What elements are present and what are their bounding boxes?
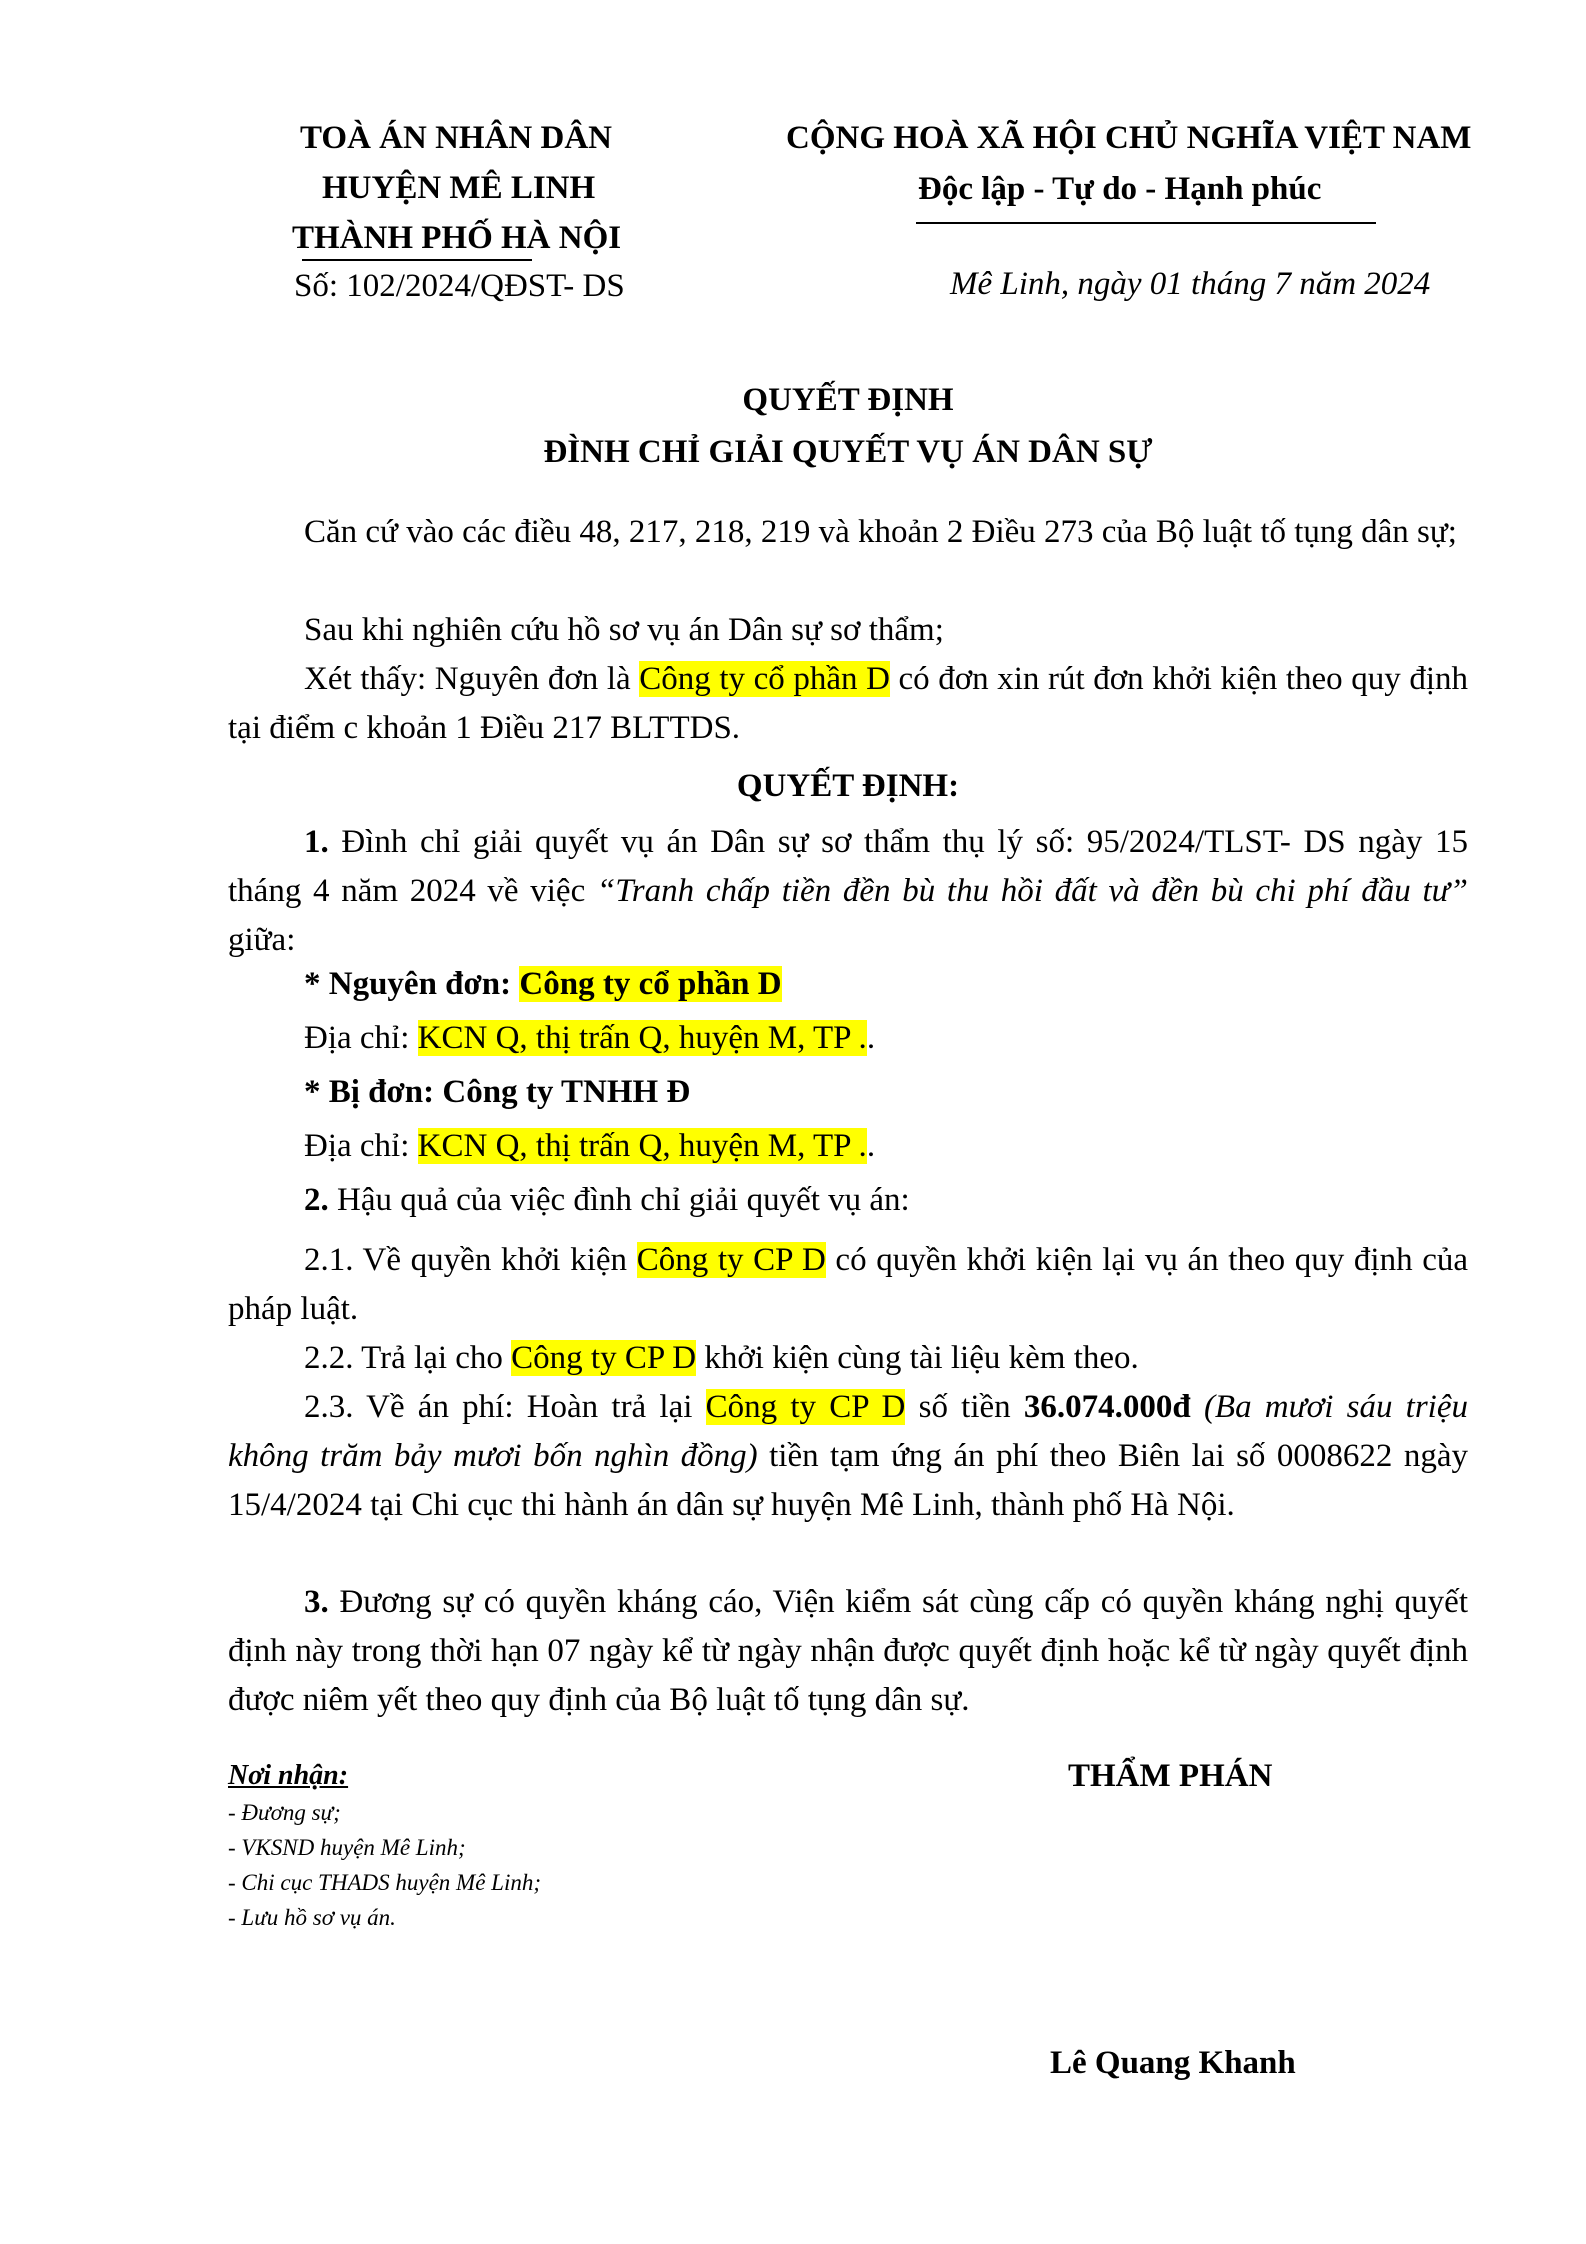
court-name-line2: HUYỆN MÊ LINH bbox=[322, 170, 596, 206]
refund-amount: 36.074.000đ bbox=[1023, 1389, 1191, 1425]
document-subtitle: ĐÌNH CHỈ GIẢI QUYẾT VỤ ÁN DÂN SỰ bbox=[543, 434, 1153, 470]
item-2-2 bbox=[228, 1334, 1468, 1383]
recipient-item: - VKSND huyện Mê Linh; bbox=[228, 1835, 466, 1860]
item-2-3-text: 2.3. Về án phí: Hoàn trả lại bbox=[304, 1389, 706, 1425]
item-1-text: Đình chỉ giải quyết vụ án Dân sự sơ thẩm thụ lý số: 95/2024/TLST- DS ngày 15 tháng 4 năm 2024 về việc bbox=[228, 824, 1468, 909]
document-title: QUYẾT ĐỊNH bbox=[742, 382, 954, 418]
plaintiff-name: Công ty cổ phần D bbox=[519, 966, 782, 1002]
item-3-text: Đương sự có quyền kháng cáo, Viện kiểm sát cùng cấp có quyền kháng nghị quyết định này trong thời hạn 07 ngày kể từ ngày nhận được quyết định hoặc kể từ ngày quyết định được niêm yết theo quy định của Bộ luật tố tụng dân sự. bbox=[228, 1584, 1468, 1718]
item-2-2-company: Công ty CP D bbox=[511, 1340, 697, 1376]
item-2-1 bbox=[228, 1236, 1468, 1334]
item-2-1-text: 2.1. Về quyền khởi kiện bbox=[304, 1242, 637, 1278]
defendant-address-label: Địa chỉ: bbox=[304, 1128, 418, 1164]
refund-amount-words: (Ba mươi sáu triệu không trăm bảy mươi bốn nghìn đồng) bbox=[228, 1389, 1469, 1474]
item-1-text-end: giữa: bbox=[228, 922, 296, 958]
item-2-1-text-end: có quyền khởi kiện lại vụ án theo quy định của pháp luật. bbox=[228, 1242, 1469, 1327]
defendant-line: * Bị đơn: Công ty TNHH Đ bbox=[304, 1074, 691, 1110]
recipient-item: - Đương sự; bbox=[228, 1800, 341, 1825]
document-number: Số: 102/2024/QĐST- DS bbox=[294, 268, 625, 304]
item-2-3-text-c: tiền tạm ứng án phí theo Biên lai số 0008622 ngày 15/4/2024 tại Chi cục thi hành án dân sự huyện Mê Linh, thành phố Hà Nội. bbox=[228, 1438, 1468, 1523]
defendant-address-value: KCN Q, thị trấn Q, huyện M, TP . bbox=[417, 1128, 867, 1164]
legal-basis-paragraph: Căn cứ vào các điều 48, 217, 218, 219 và khoản 2 Điều 273 của Bộ luật tố tụng dân sự; bbox=[304, 514, 1457, 550]
court-name-line3: THÀNH PHỐ HÀ NỘI bbox=[292, 220, 622, 256]
item-2-3-company: Công ty CP D bbox=[705, 1389, 906, 1425]
plaintiff-address-value: KCN Q, thị trấn Q, huyện M, TP . bbox=[417, 1020, 867, 1056]
item-3-number: 3. bbox=[304, 1584, 329, 1620]
header-divider-left bbox=[302, 259, 532, 261]
finding-text-after: có đơn xin rút đơn khởi kiện theo quy định tại điểm c khoản 1 Điều 217 BLTTDS. bbox=[228, 661, 1468, 746]
header-divider-right bbox=[916, 222, 1376, 224]
finding-paragraph bbox=[228, 655, 1468, 753]
item-2-2-text-end: khởi kiện cùng tài liệu kèm theo. bbox=[696, 1340, 1139, 1376]
plaintiff-address-end: . bbox=[866, 1020, 876, 1056]
defendant-address-end: . bbox=[866, 1128, 876, 1164]
decision-heading: QUYẾT ĐỊNH: bbox=[736, 768, 960, 804]
nation-title: CỘNG HOÀ XÃ HỘI CHỦ NGHĨA VIỆT NAM bbox=[786, 120, 1472, 156]
item-2-3 bbox=[228, 1383, 1468, 1530]
decision-item-3 bbox=[228, 1578, 1468, 1725]
plaintiff-address bbox=[304, 1020, 875, 1057]
nation-motto: Độc lập - Tự do - Hạnh phúc bbox=[918, 171, 1322, 207]
recipient-item: - Chi cục THADS huyện Mê Linh; bbox=[228, 1870, 541, 1895]
item-2-text: Hậu quả của việc đình chỉ giải quyết vụ án: bbox=[328, 1182, 910, 1218]
signer-name: Lê Quang Khanh bbox=[1050, 2045, 1296, 2081]
review-paragraph: Sau khi nghiên cứu hồ sơ vụ án Dân sự sơ thẩm; bbox=[304, 612, 944, 648]
item-2-1-company: Công ty CP D bbox=[636, 1242, 826, 1278]
place-and-date: Mê Linh, ngày 01 tháng 7 năm 2024 bbox=[950, 266, 1431, 302]
plaintiff-company-highlight: Công ty cổ phần D bbox=[639, 661, 890, 697]
court-name-line1: TOÀ ÁN NHÂN DÂN bbox=[300, 120, 612, 156]
item-2-2-text: 2.2. Trả lại cho bbox=[304, 1340, 512, 1376]
defendant-address bbox=[304, 1128, 875, 1165]
decision-item-2 bbox=[304, 1182, 910, 1219]
item-2-3-text-b: số tiền bbox=[905, 1389, 1024, 1425]
decision-item-1 bbox=[228, 818, 1468, 965]
plaintiff-label: * Nguyên đơn: bbox=[304, 966, 520, 1002]
recipients-heading: Nơi nhận: bbox=[228, 1760, 349, 1791]
plaintiff-address-label: Địa chỉ: bbox=[304, 1020, 418, 1056]
recipient-item: - Lưu hồ sơ vụ án. bbox=[228, 1905, 396, 1930]
case-title: “Tranh chấp tiền đền bù thu hồi đất và đền bù chi phí đầu tư” bbox=[596, 873, 1468, 909]
plaintiff-line bbox=[304, 966, 782, 1003]
item-1-number: 1. bbox=[304, 824, 329, 860]
item-2-number: 2. bbox=[304, 1182, 329, 1218]
signer-title: THẨM PHÁN bbox=[1068, 1758, 1273, 1794]
finding-text-before: Xét thấy: Nguyên đơn là bbox=[304, 661, 640, 697]
